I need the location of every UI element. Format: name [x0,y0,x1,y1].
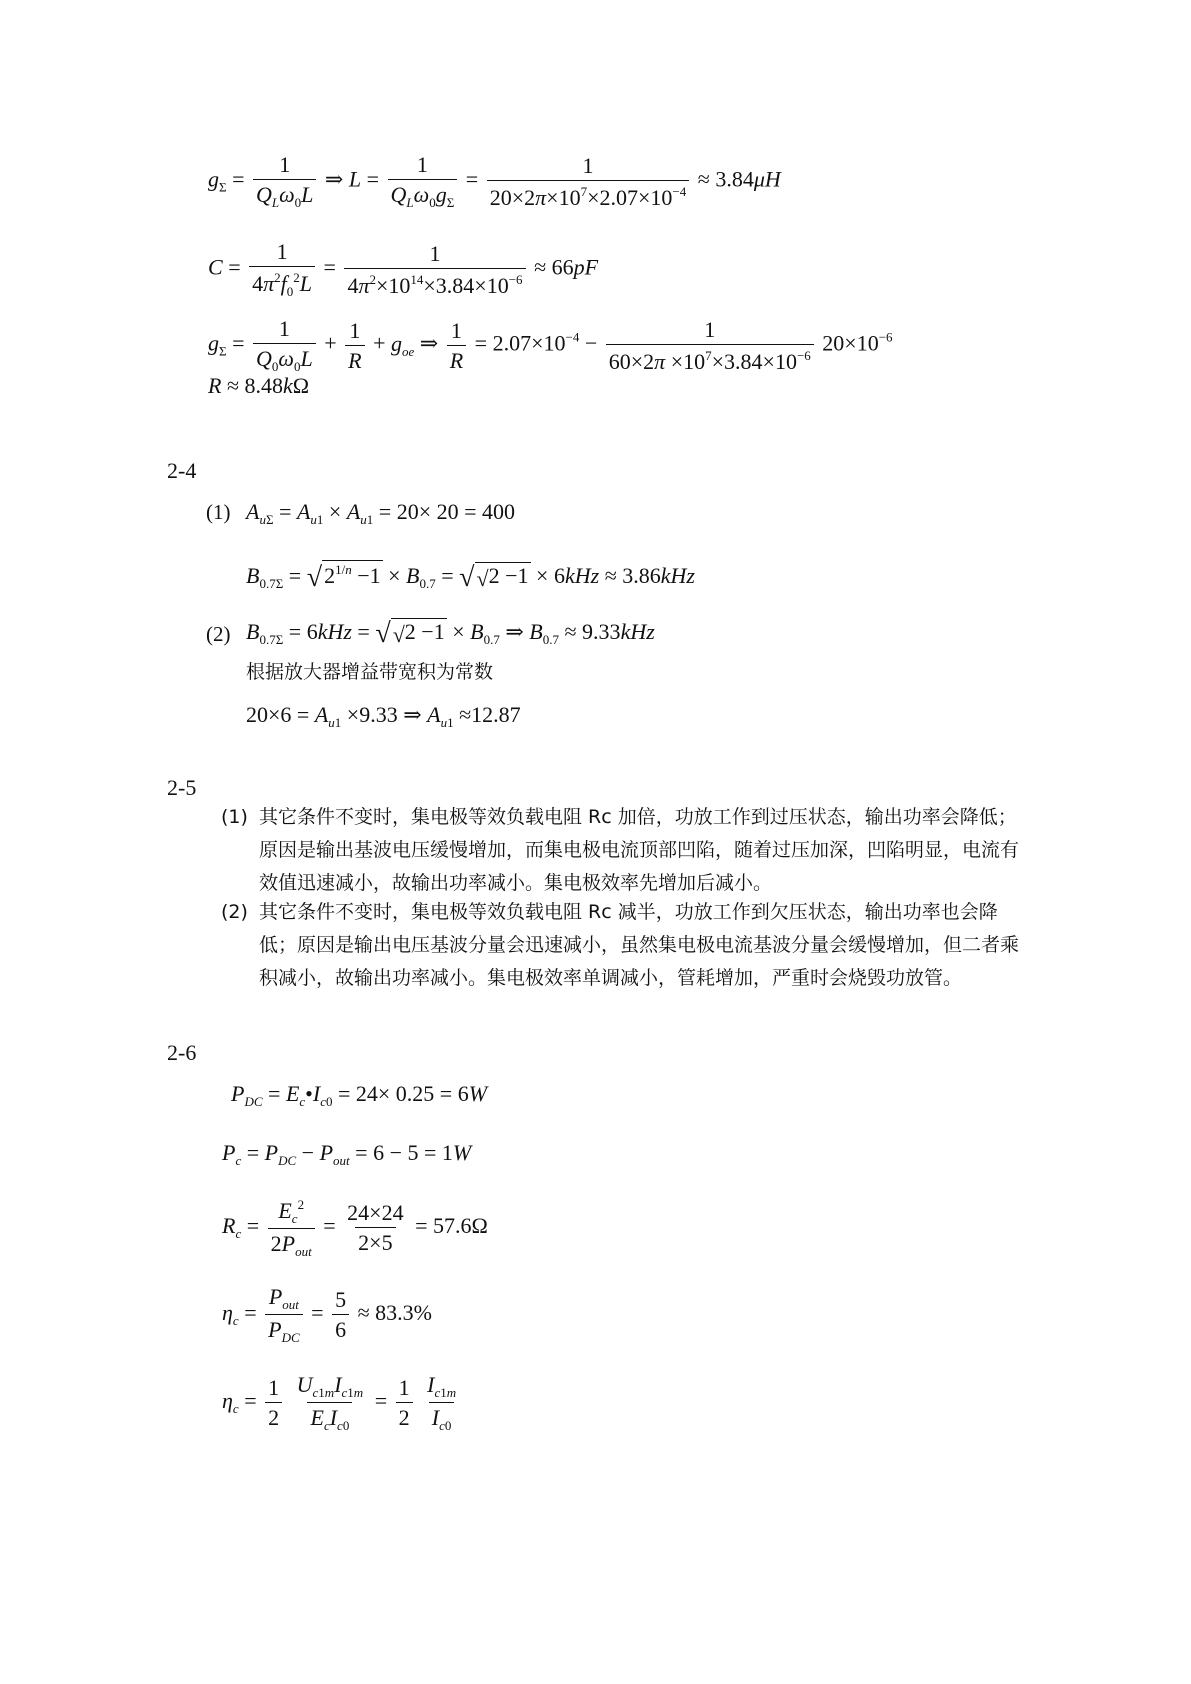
equation-total-gain: $A_{u\Sigma} = A_{u1} \times A_{u1} = 20\times 20 = 400$ [246,499,516,527]
equation-capacitance: C = $\frac{1}{4\pi^2f_0^2L}$ = $\frac{1}{4\pi^2\times 10^{14}\times 3.84\times 10^{-6}}$ ≈ 66pF [208,239,599,299]
equation-efficiency: $\eta_c$ = $\frac{P_{out}}{P_{DC}}$ = $\frac{5}{6}$ ≈ 83.3% [222,1284,432,1345]
equation-single-bandwidth: $B_{0.7\Sigma} = 6kHz = √√2 -1 \times B_{0.7}$ ⇒ $B_{0.7} \approx 9.33kHz$ [246,618,655,649]
equation-single-gain: $20\times 6 = A_{u1} \times 9.33$ ⇒ $A_{u1} \approx 12.87$ [246,702,521,730]
equation-inductance: $g_\Sigma$ = $\frac{1}{Q_L\omega_0L}$ ⇒ L = $\frac{1}{Q_L\omega_0g_\Sigma}$ = $\frac{1}{20\times 2\pi\times 10^7\times 2.07\times 10^{-4}}$ ≈ 3.84μH [208,152,781,210]
item-2-5-2 [221,896,1021,995]
item-2-5-1-text: 其它条件不变时，集电极等效负载电阻 Rc 加倍，功放工作到过压状态，输出功率会降低；原因是输出基波电压缓慢增加，而集电极电流顶部凹陷，随着过压加深，凹陷明显，电流有效值迅速减小，故输出功率减小。集电极效率先增加后减小。 [259,806,1020,894]
equation-r-result: R ≈ 8.48kΩ [208,373,310,398]
item-2-4-2-label: (2) [206,622,231,646]
gain-bandwidth-note: 根据放大器增益带宽积为常数 [246,661,494,683]
equation-efficiency-ratio: $\eta_c$ = $\frac{1}{2}$ $\frac{U_{c1m}I_{c1m}}{E_cI_{c0}}$ = $\frac{1}{2}$ $\frac{I_{c1m}}{I_{c0}}$ [222,1372,457,1433]
item-2-5-2-text: 其它条件不变时，集电极等效负载电阻 Rc 减半，功放工作到欠压状态，输出功率也会降低；原因是输出电压基波分量会迅速减小，虽然集电极电流基波分量会缓慢增加，但二者乘积减小，故输出功率减小。集电极效率单调减小，管耗增加，严重时会烧毁功放管。 [259,901,1020,989]
item-2-4-1-label: (1) [206,500,231,524]
equation-resistance: $g_\Sigma$ = $\frac{1}{Q_0\omega_0L}$ + $\frac{1}{R}$ + $g_{oe}$ ⇒ $\frac{1}{R}$ = $2.07\times 10^{-4}$ − $\frac{1}{60\times 2\pi \times 10^7\times 3.84\times 10^{-6}}$ $20\times 10^{-6}$ [208,316,893,374]
equation-load-resistance: $R_c$ = $\frac{E_c^2}{2P_{out}}$ = $\frac{24\times 24}{2\times 5}$ = 57.6Ω [222,1197,488,1259]
item-2-5-2-label: (2) [221,901,248,923]
section-2-5-heading: 2-5 [167,775,197,800]
item-2-5-1-label: (1) [221,806,248,828]
equation-total-bandwidth: $B_{0.7\Sigma} = √2^{1/n} -1 \times B_{0.7} = √√2 -1 \times 6kHz \approx 3.86kHz$ [246,562,695,593]
section-2-6-heading: 2-6 [167,1040,197,1065]
section-2-4-heading: 2-4 [167,458,197,483]
equation-collector-loss: $P_c = P_{DC} - P_{out} = 6 - 5 = 1W$ [222,1140,472,1168]
equation-dc-power: $P_{DC}$ = $E_c•I_{c0} = 24\times 0.25 = 6W$ [231,1081,488,1109]
item-2-5-1 [221,801,1021,900]
